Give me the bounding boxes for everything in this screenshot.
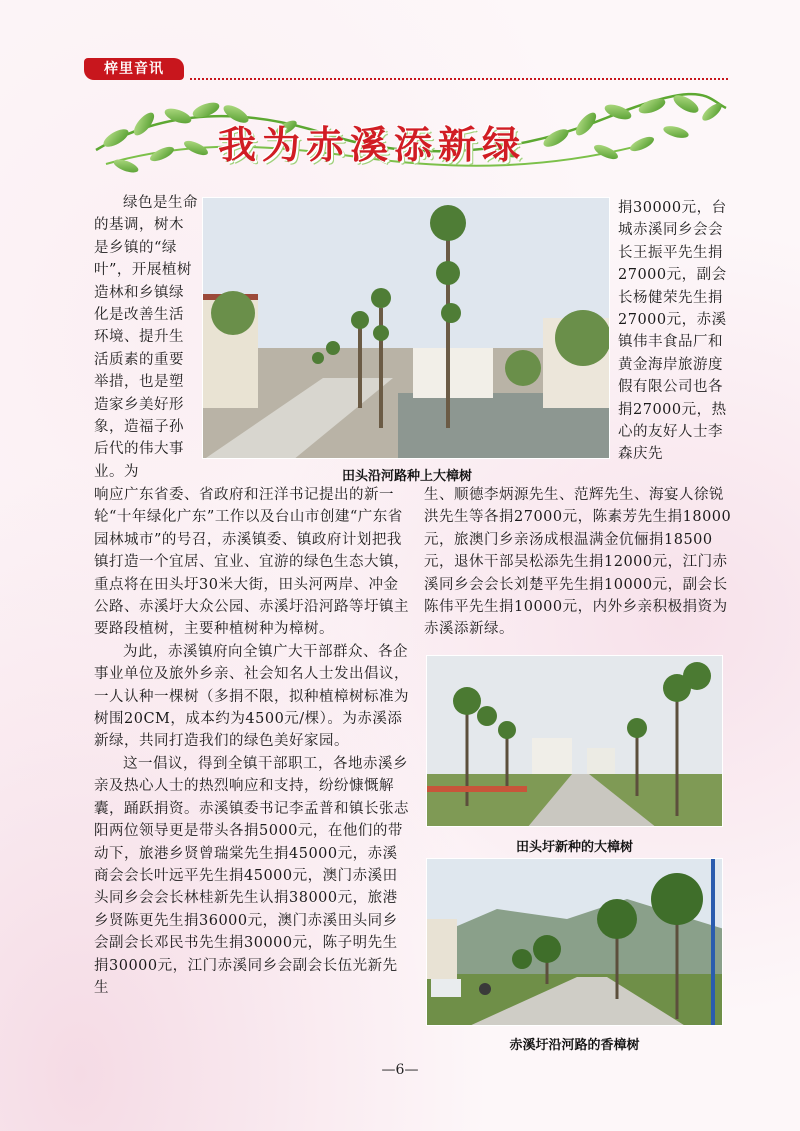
photo-caption-1: 田头沿河路种上大樟树 [341, 469, 472, 484]
article-text-right-narrow: 捐30000元，台城赤溪同乡会会长王振平先生捐27000元，副会长杨健荣先生捐27000元，赤溪镇伟丰食品厂和黄金海岸旅游度假有限公司也各捐27000元，热心的友好人士李森庆先 [618, 200, 727, 463]
page-number: —6— [381, 1062, 419, 1078]
article-text-left-main [94, 484, 412, 999]
paragraph: 响应广东省委、省政府和汪洋书记提出的新一轮“十年绿化广东”工作以及台山市创建“广东省园林城市”的号召，赤溪镇委、镇政府计划把我镇打造一个宜居、宜业、宜游的绿色生态大镇，重点将在田头圩30米大街，田头河两岸、冲金公路、赤溪圩大众公园、赤溪圩沿河路等圩镇主要路段植树，主要种植树种为樟树。 [94, 487, 409, 638]
paragraph: 这一倡议，得到全镇干部职工，各地赤溪乡亲及热心人士的热烈响应和支持，纷纷慷慨解囊，踊跃捐资。赤溪镇委书记李孟普和镇长张志阳两位领导更是带头各捐5000元，在他们的带动下，旅港乡贤曾瑞棠先生捐45000元，赤溪商会会长叶远平先生捐45000元，澳门赤溪田头同乡会会长林桂新先生认捐38000元，旅港乡贤陈更先生捐36000元，澳门赤溪田头同乡会副会长邓民书先生捐30000元，陈子明先生捐30000元，江门赤溪同乡会副会长伍光新先生 [94, 755, 409, 996]
photo-river-road-trees [202, 197, 610, 459]
photo-new-trees-street [426, 655, 723, 827]
photo-caption-2: 田头圩新种的大樟树 [515, 840, 633, 855]
photo-caption-3: 赤溪圩沿河路的香樟树 [509, 1038, 640, 1053]
article-title: 我为赤溪添新绿 [218, 123, 527, 167]
article-text-right-main: 生、顺德李炳源先生、范辉先生、海宴人徐锐洪先生等各捐27000元，陈素芳先生捐18000元，旅澳门乡亲汤成根温满金伉俪捐18500元，退休干部吴松添先生捐12000元，江门赤溪同乡会会长刘楚平先生捐10000元，副会长陈伟平先生捐10000元，内外乡亲积极捐资为赤溪添新绿。 [424, 487, 732, 638]
section-tag: 梓里音讯 [84, 58, 184, 80]
paragraph: 为此，赤溪镇府向全镇广大干部群众、各企事业单位及旅外乡亲、社会知名人士发出倡议，一人认种一棵树（多捐不限，拟种植樟树标准为树围20CM，成本约为4500元/棵）。为赤溪添新绿，共同打造我们的绿色美好家园。 [94, 643, 409, 750]
header-divider [190, 78, 728, 82]
article-text-left-narrow: 绿色是生命的基调，树木是乡镇的“绿叶”，开展植树造林和乡镇绿化是改善生活环境、提升生活质素的重要举措，也是塑造家乡美好形象，造福子孙后代的伟大事业。为 [94, 195, 198, 480]
photo-camphor-trees-river-road [426, 858, 723, 1026]
